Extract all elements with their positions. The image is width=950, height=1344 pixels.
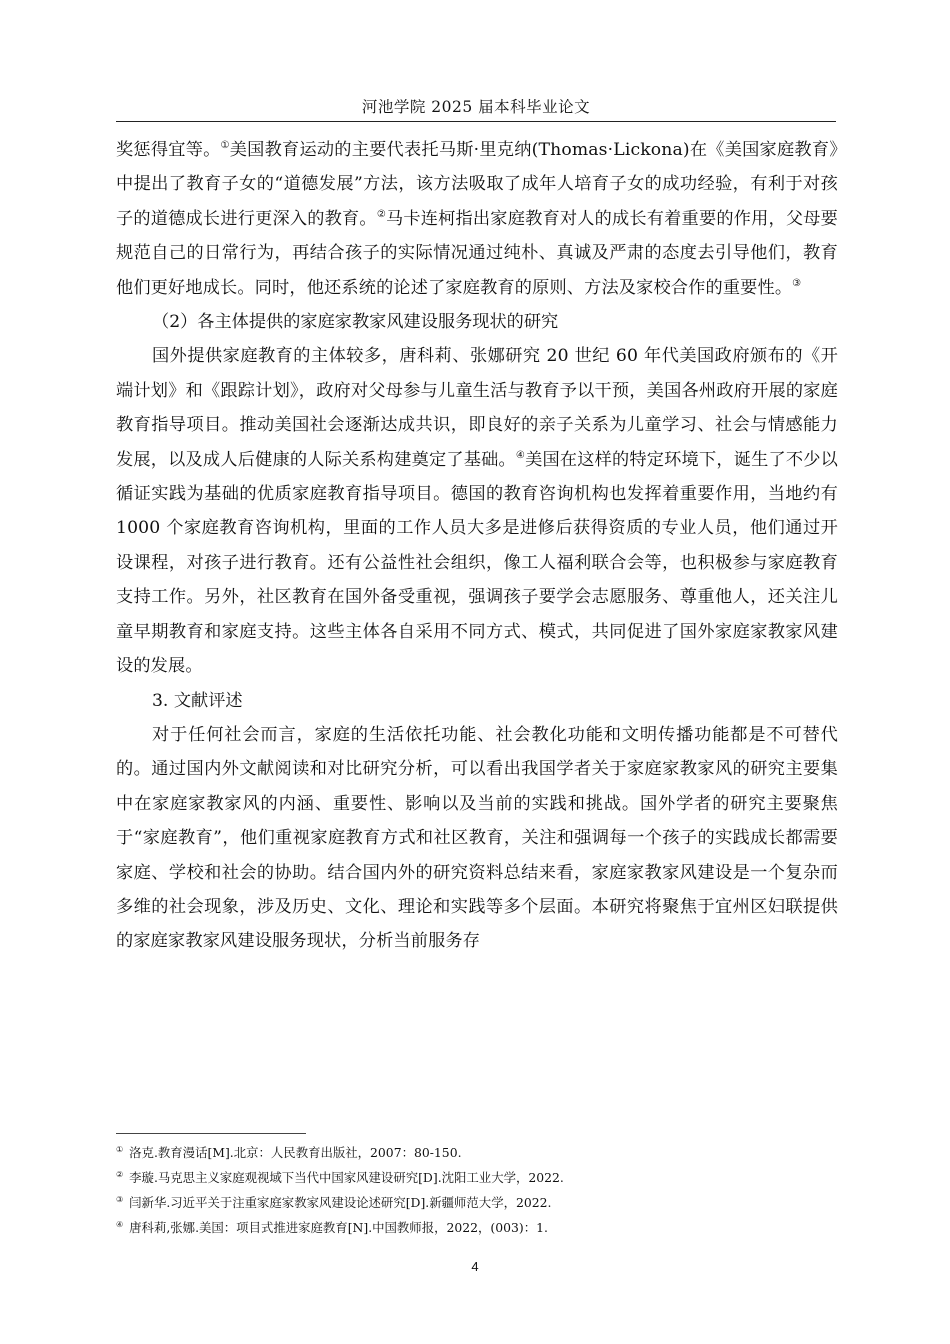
paragraph-1 — [116, 133, 838, 305]
footnote-3 — [116, 1190, 836, 1215]
footnote-text: 唐科莉,张娜.美国：项目式推进家庭教育[N].中国教师报，2022，(003)：1. — [129, 1220, 548, 1235]
section-heading-3: 3. 文献评述 — [152, 690, 243, 711]
footnote-ref-2[interactable]: ② — [376, 208, 386, 220]
page-number: 4 — [471, 1259, 479, 1274]
footnote-ref-1[interactable]: ① — [220, 140, 230, 151]
footnote-text: 闫新华.习近平关于注重家庭家教家风建设论述研究[D].新疆师范大学，2022. — [129, 1195, 552, 1210]
footnote-mark: ① — [116, 1145, 124, 1154]
footnote-separator — [116, 1133, 306, 1134]
footnote-ref-3[interactable]: ③ — [792, 277, 802, 289]
footnote-text: 李璇.马克思主义家庭观视域下当代中国家风建设研究[D].沈阳工业大学，2022. — [129, 1170, 564, 1185]
text-run: 美国在这样的特定环境下，诞生了不少以循证实践为基础的优质家庭教育指导项目。德国的教育咨询机构也发挥着重要作用，当地约有 1000 个家庭教育咨询机构，里面的工作人员大多是进修后获得资质的专业人员，他们通过开设课程，对孩子进行教育。还有公益性社会组织，像工人福利联合会等，也积极参与家庭教育支持工作。另外，社区教育在国外备受重视，强调孩子要学会志愿服务、尊重他人，还关注儿童早期教育和家庭支持。这些主体各自采用不同方式、模式，共同促进了国外家庭家教家风建设的发展。 — [116, 449, 838, 677]
text-run: 马卡连柯指出家庭教育对人的成长有着重要的作用，父母要规范自己的日常行为，再结合孩子的实际情况通过纯朴、真诚及严肃的态度去引导他们，教育他们更好地成长。同时，他还系统的论述了家庭教育的原则、方法及家校合作的重要性。 — [116, 208, 838, 298]
footnote-1 — [116, 1140, 836, 1165]
footnote-text: 洛克.教育漫话[M].北京：人民教育出版社，2007：80-150. — [129, 1145, 462, 1160]
text-run: 奖惩得宜等。 — [116, 140, 221, 160]
footnote-mark: ④ — [116, 1220, 124, 1229]
body-text — [116, 133, 838, 959]
paragraph-2 — [116, 339, 838, 683]
footnote-mark: ③ — [116, 1195, 124, 1204]
header-rule — [116, 121, 836, 122]
footnote-4 — [116, 1215, 836, 1240]
page-header: 河池学院 2025 届本科毕业论文 — [361, 98, 591, 116]
section-heading-2: （2）各主体提供的家庭家教家风建设服务现状的研究 — [152, 312, 559, 333]
text-run: 美国教育运动的主要代表托马斯·里克纳(Thomas·Lickona)在《美国家庭教育》中提出了教育子女的“道德发展”方法，该方法吸取了成年人培育子女的成功经验，有利于对孩子的道德成长进行更深入的教育。 — [116, 140, 838, 229]
text-run: 国外提供家庭教育的主体较多，唐科莉、张娜研究 20 世纪 60 年代美国政府颁布的《开端计划》和《跟踪计划》，政府对父母参与儿童生活与教育予以干预，美国各州政府开展的家庭教育指导项目。推动美国社会逐渐达成共识，即良好的亲子关系为儿童学习、社会与情感能力发展，以及成人后健康的人际关系构建奠定了基础。 — [116, 346, 838, 470]
footnotes — [116, 1140, 836, 1240]
footnote-mark: ② — [116, 1170, 124, 1179]
footnote-ref-4[interactable]: ④ — [515, 449, 526, 461]
footnote-2 — [116, 1165, 836, 1190]
paragraph-3: 对于任何社会而言，家庭的生活依托功能、社会教化功能和文明传播功能都是不可替代的。通过国内外文献阅读和对比研究分析，可以看出我国学者关于家庭家教家风的研究主要集中在家庭家教家风的内涵、重要性、影响以及当前的实践和挑战。国外学者的研究主要聚焦于“家庭教育”，他们重视家庭教育方式和社区教育，关注和强调每一个孩子的实践成长都需要家庭、学校和社会的协助。结合国内外的研究资料总结来看，家庭家教家风建设是一个复杂而多维的社会现象，涉及历史、文化、理论和实践等多个层面。本研究将聚焦于宜州区妇联提供的家庭家教家风建设服务现状，分析当前服务存 — [116, 724, 838, 952]
